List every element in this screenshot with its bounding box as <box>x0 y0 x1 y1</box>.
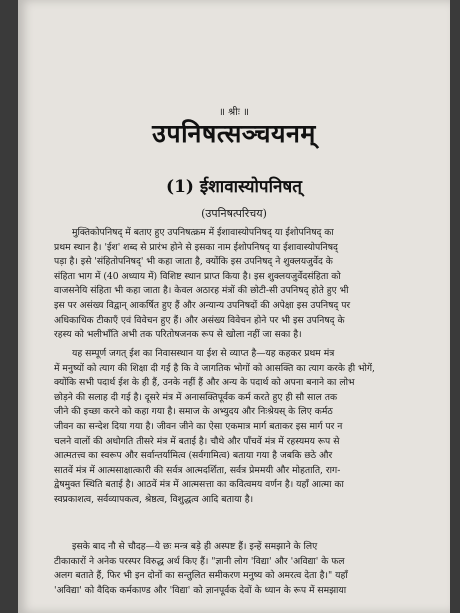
text-line: जीने की इच्छा करने को कहा गया है। समाज के अभ्युदय और निःश्रेयस् के लिए कर्मठ <box>54 406 333 418</box>
chapter-subtitle: (उपनिषत्परिचय) <box>201 207 267 220</box>
paragraph-3 <box>54 540 424 598</box>
text-line: इसके बाद नौ से चौदह—ये छः मन्त्र बड़े ही अस्पष्ट हैं। इन्हें समझाने के लिए <box>72 541 318 552</box>
text-line: प्रथम स्थान है। 'ईश' शब्द से प्रारंभ होने से इसका नाम ईशोपनिषद् या ईशावास्योपनिषद् <box>54 241 338 253</box>
page-title: उपनिषत्सञ्चयनम् <box>152 119 316 148</box>
text-line: द्वेषमुक्त स्थिति बताई है। आठवें मंत्र में आत्मसत्ता का कवित्वमय वर्णन है। यहाँ आत्मा का <box>54 479 344 491</box>
text-line: क्योंकि सभी पदार्थ ईश के ही हैं, उनके नहीं हैं और अन्य के पदार्थ को अपना बनाने का लोभ <box>54 377 355 389</box>
paragraph-2 <box>54 347 424 508</box>
text-line: में मनुष्यों को त्याग की शिक्षा दी गई है कि वे जागतिक भोगों को आसक्ति का त्याग करके ही भोगें, <box>54 362 375 374</box>
text-line: पड़ा है। इसे 'संहितोपनिषद्' भी कहा जाता है, क्योंकि इस उपनिषद् ने शुक्लयजुर्वेद के <box>54 256 333 268</box>
chapter-title: (1) ईशावास्योपनिषत् <box>166 177 302 197</box>
text-line: अलग बताते हैं, फिर भी इन दोनों का सन्तुलित समीकरण मनुष्य को अमरत्व देता है।" यहाँ <box>54 570 348 582</box>
text-line: यह सम्पूर्ण जगत् ईश का निवासस्थान या ईश से व्याप्त है—यह कहकर प्रथम मंत्र <box>72 348 335 359</box>
text-line: जीवन का सन्देश दिया गया है। जीवन जीने का ऐसा एकमात्र मार्ग बताकर इस मार्ग पर न <box>54 420 343 432</box>
text-line: संहिता भाग में (40 अध्याय में) विशिष्ट स्थान प्राप्त किया है। इस शुक्लयजुर्वेदसंहिता को <box>54 270 341 282</box>
invocation: ॥ श्रीः ॥ <box>218 107 250 118</box>
text-line: 'अविद्या' को वैदिक कर्मकाण्ड और 'विद्या' को ज्ञानपूर्वक देवों के ध्यान के रूप में समझाया <box>54 584 347 596</box>
text-line: टीकाकारों ने अनेक परस्पर विरुद्ध अर्थ किए हैं। "ज्ञानी लोग 'विद्या' और 'अविद्या' के फल <box>54 555 345 567</box>
text-line: चलने वालों की अधोगति तीसरे मंत्र में बताई है। चौथे और पाँचवें मंत्र में रहस्यमय रूप से <box>54 435 340 447</box>
text-line: आत्मतत्त्व का स्वरूप और सर्वान्तर्यामित्व (सर्वगामित्व) बताया गया है जबकि छठे और <box>54 450 333 462</box>
book-page <box>18 0 450 613</box>
text-line: सातवें मंत्र में आत्मसाक्षात्कारी की सर्वत्र आत्मदर्शिता, सर्वत्र प्रेममयी और मोहताति, राग- <box>54 464 341 476</box>
text-line: रहस्य को भलीभाँति अभी तक परितोषजनक रूप से खोला नहीं जा सका है। <box>54 329 302 341</box>
text-line: अधिकाधिक टीकाएँ एवं विवेचन हुए हैं। और असंख्य विवेचन होने पर भी इस उपनिषद् के <box>54 314 345 326</box>
text-line: मुक्तिकोपनिषद् में बताए हुए उपनिषत्क्रम में ईशावास्योपनिषद् या ईशोपनिषद् का <box>72 227 334 238</box>
text-line: इस पर असंख्य विद्वान् आकर्षित हुए हैं और अन्यान्य उपनिषदों की अपेक्षा इस उपनिषद् पर <box>54 299 351 311</box>
text-line: वाजसनेयि संहिता भी कहा जाता है। केवल अठारह मंत्रों की छोटी-सी उपनिषद् होते हुए भी <box>54 285 349 297</box>
text-line: स्वप्रकाशत्व, सर्वव्यापकत्व, श्रेष्ठत्व, विशुद्धत्व आदि बताया है। <box>54 493 254 505</box>
paragraph-1 <box>54 226 424 343</box>
text-line: छोड़ने की सलाह दी गई है। दूसरे मंत्र में अनासक्तिपूर्वक कर्म करते हुए ही सौ साल तक <box>54 391 338 403</box>
